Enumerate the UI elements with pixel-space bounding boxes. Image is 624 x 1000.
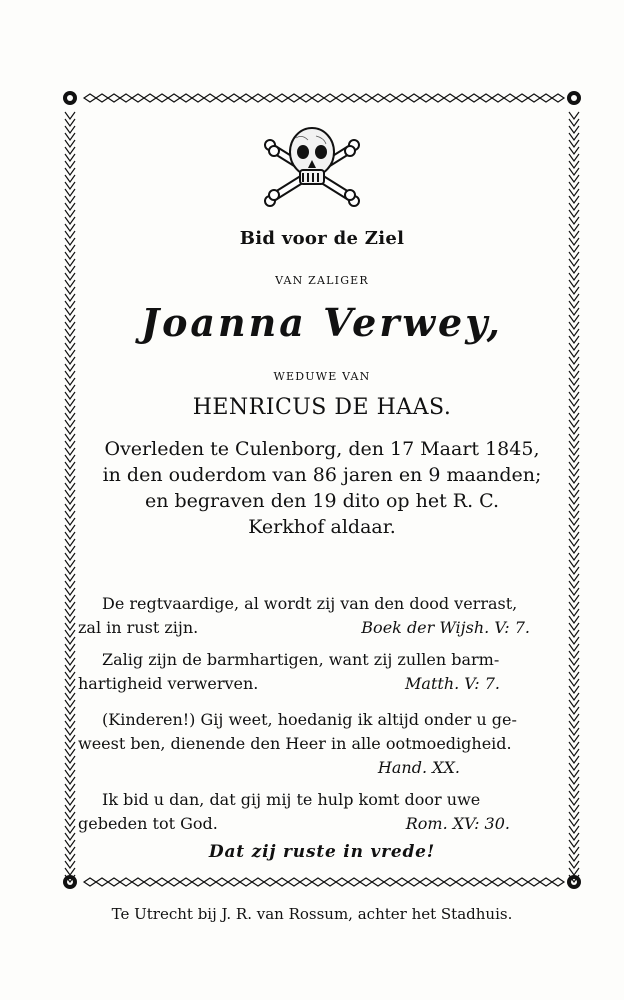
- quote-line: hartigheid verwerven.: [78, 674, 259, 693]
- quote-line: gebeden tot God.: [78, 814, 218, 833]
- death-line: in den ouderdom van 86 jaren en 9 maanden;: [102, 464, 542, 486]
- rest-in-peace: Dat zij ruste in vrede!: [208, 842, 436, 862]
- scripture-quote: [78, 648, 560, 696]
- scripture-quote: [78, 592, 560, 640]
- quote-reference: Matth. V: 7.: [405, 674, 500, 693]
- death-details: [62, 436, 582, 540]
- death-line: Overleden te Culenborg, den 17 Maart 1845,: [104, 438, 540, 460]
- printer-imprint: Te Utrecht bij J. R. van Rossum, achter het Stadhuis.: [111, 905, 513, 923]
- quote-line: weest ben, dienende den Heer in alle ootmoedigheid.: [78, 734, 512, 753]
- quote-reference: Rom. XV: 30.: [405, 814, 510, 833]
- prayer-heading: Bid voor de Ziel: [239, 228, 405, 249]
- death-line: en begraven den 19 dito op het R. C.: [144, 490, 500, 512]
- quote-line: Ik bid u dan, dat gij mij te hulp komt door uwe: [102, 790, 481, 809]
- husband-name: HENRICUS DE HAAS.: [192, 395, 452, 420]
- quote-line: zal in rust zijn.: [78, 618, 199, 637]
- quote-line: De regtvaardige, al wordt zij van den dood verrast,: [102, 594, 518, 613]
- quote-line: Zalig zijn de barmhartigen, want zij zullen barm-: [102, 650, 500, 669]
- scripture-quote: [78, 788, 560, 836]
- quote-reference: Boek der Wijsh. V: 7.: [361, 618, 530, 637]
- deceased-name: Joanna Verwey,: [141, 300, 503, 345]
- scripture-quote: [78, 708, 560, 780]
- van-zaliger-label: VAN ZALIGER: [275, 274, 369, 287]
- quote-reference: Hand. XX.: [377, 758, 460, 777]
- quote-line: (Kinderen!) Gij weet, hoedanig ik altijd onder u ge-: [102, 710, 517, 729]
- death-line: Kerkhof aldaar.: [248, 516, 396, 538]
- weduwe-van-label: WEDUWE VAN: [273, 370, 371, 383]
